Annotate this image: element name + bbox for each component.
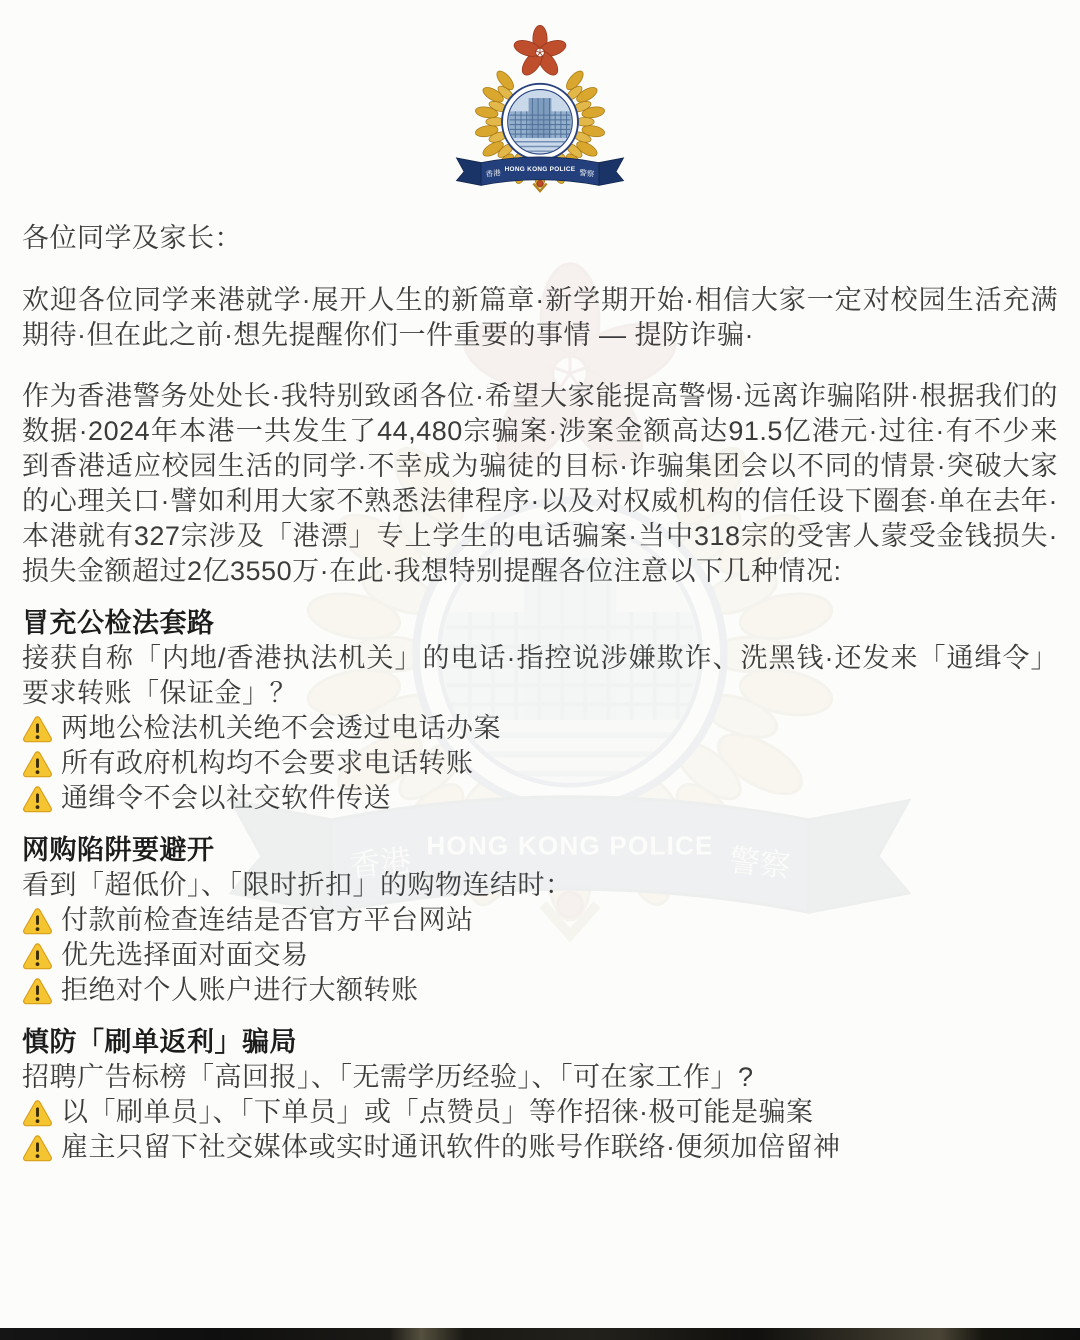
section-heading: 慎防「刷单返利」骗局 xyxy=(22,1027,297,1057)
warning-text: 付款前检查连结是否官方平台网站 xyxy=(61,905,474,935)
warning-item xyxy=(22,1130,1058,1165)
warning-text: 拒绝对个人账户进行大额转账 xyxy=(61,975,419,1005)
section-intro: 招聘广告标榜「高回报」、「无需学历经验」、「可在家工作」? xyxy=(22,1062,754,1092)
warning-text: 优先选择面对面交易 xyxy=(61,940,309,970)
section-heading: 冒充公检法套路 xyxy=(22,608,215,638)
bottom-edge-strip xyxy=(0,1328,1080,1340)
warning-text: 两地公检法机关绝不会透过电话办案 xyxy=(61,713,501,743)
warning-item xyxy=(22,938,1058,973)
warning-triangle-icon xyxy=(22,1134,53,1162)
warning-triangle-icon xyxy=(22,750,53,778)
warning-text: 通缉令不会以社交软件传送 xyxy=(61,783,391,813)
police-emblem-logo xyxy=(0,0,1080,193)
section-heading: 网购陷阱要避开 xyxy=(22,835,215,865)
paragraph-statistics: 作为香港警务处处长·我特别致函各位·希望大家能提高警惕·远离诈骗陷阱·根据我们的数据·2024年本港一共发生了44,480宗骗案·涉案金额高达91.5亿港元·过往·有不少来到香港适应校园生活的同学·不幸成为骗徒的目标·诈骗集团会以不同的情景·突破大家的心理关口·譬如利用大家不熟悉法律程序·以及对权威机构的信任设下圈套·单在去年·本港就有327宗涉及「港漂」专上学生的电话骗案·当中318宗的受害人蒙受金钱损失·损失金额超过2亿3550万·在此·我想特别提醒各位注意以下几种情况: xyxy=(22,381,1058,586)
paragraph-welcome: 欢迎各位同学来港就学·展开人生的新篇章·新学期开始·相信大家一定对校园生活充满期待·但在此之前·想先提醒你们一件重要的事情 — 提防诈骗· xyxy=(22,285,1058,350)
warning-text: 以「刷单员」、「下单员」或「点赞员」等作招徕·极可能是骗案 xyxy=(61,1097,814,1127)
section-online-shopping-scam xyxy=(22,833,1058,1008)
section-intro: 看到「超低价」、「限时折扣」的购物连结时： xyxy=(22,870,573,900)
warning-item xyxy=(22,903,1058,938)
letter-body xyxy=(0,221,1080,1165)
warning-triangle-icon xyxy=(22,942,53,970)
warning-text: 所有政府机构均不会要求电话转账 xyxy=(61,748,474,778)
warning-triangle-icon xyxy=(22,715,53,743)
warning-triangle-icon xyxy=(22,785,53,813)
section-impersonation-scam xyxy=(22,606,1058,816)
salutation: 各位同学及家长： xyxy=(22,223,242,253)
warning-text: 雇主只留下社交媒体或实时通讯软件的账号作联络·便须加倍留神 xyxy=(61,1132,841,1162)
warning-item xyxy=(22,973,1058,1008)
warning-triangle-icon xyxy=(22,907,53,935)
warning-triangle-icon xyxy=(22,1099,53,1127)
warning-triangle-icon xyxy=(22,977,53,1005)
warning-item xyxy=(22,1095,1058,1130)
warning-item xyxy=(22,746,1058,781)
warning-item xyxy=(22,711,1058,746)
section-intro: 接获自称「内地/香港执法机关」的电话·指控说涉嫌欺诈、洗黑钱·还发来「通缉令」要求转账「保证金」？ xyxy=(22,643,1058,708)
section-click-farm-scam xyxy=(22,1025,1058,1165)
warning-item xyxy=(22,781,1058,816)
